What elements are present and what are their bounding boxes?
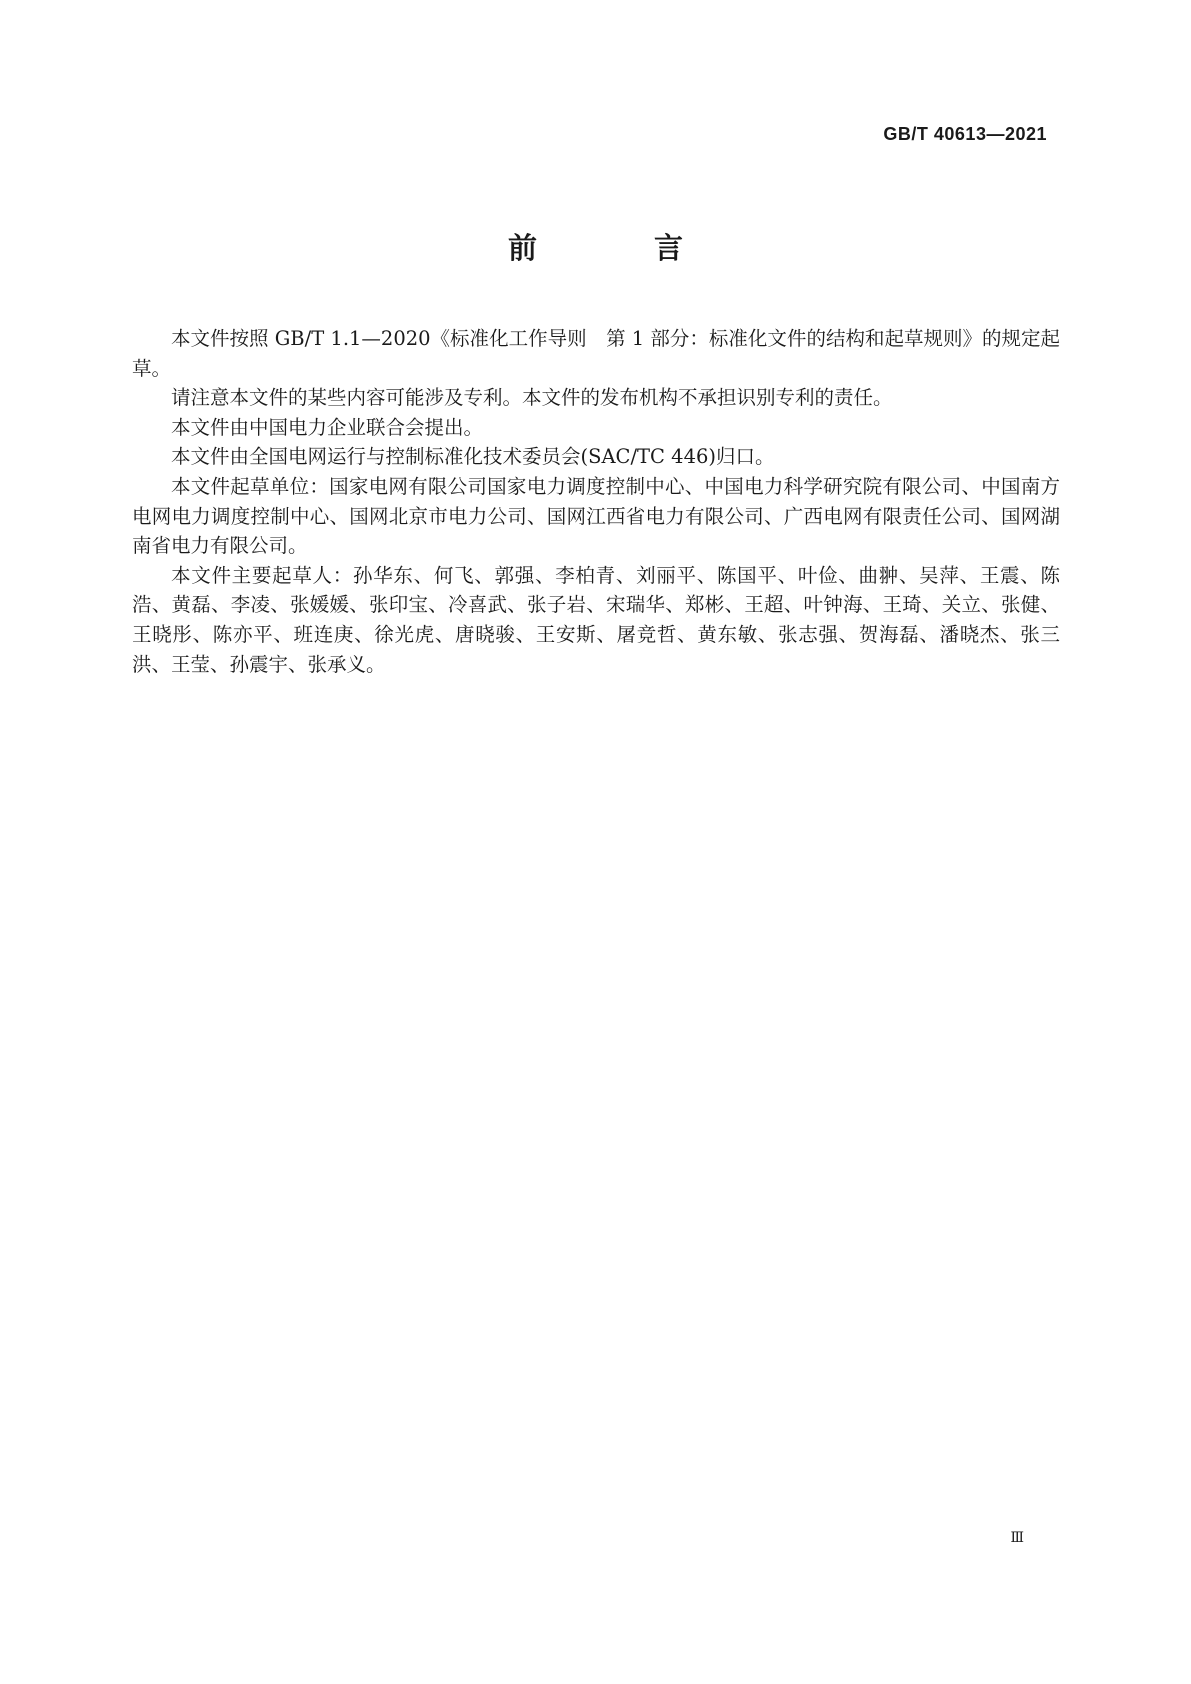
paragraph-drafting-units: 本文件起草单位：国家电网有限公司国家电力调度控制中心、中国电力科学研究院有限公司、中国南方电网电力调度控制中心、国网北京市电力公司、国网江西省电力有限公司、广西电网有限责任公司、国网湖南省电力有限公司。 — [132, 474, 1060, 558]
paragraph-proposer: 本文件由中国电力企业联合会提出。 — [171, 415, 484, 439]
foreword-body — [132, 324, 1060, 679]
standard-code: GB/T 40613—2021 — [883, 124, 1047, 144]
paragraph-patent-notice: 请注意本文件的某些内容可能涉及专利。本文件的发布机构不承担识别专利的责任。 — [171, 386, 893, 410]
page-number: Ⅲ — [1010, 1530, 1024, 1546]
page-title: 前 言 — [507, 231, 727, 265]
paragraph-drafting-rules: 本文件按照 GB/T 1.1—2020《标准化工作导则 第 1 部分：标准化文件的结构和起草规则》的规定起草。 — [132, 327, 1060, 380]
paragraph-technical-committee: 本文件由全国电网运行与控制标准化技术委员会(SAC/TC 446)归口。 — [171, 445, 775, 469]
paragraph-drafters: 本文件主要起草人：孙华东、何飞、郭强、李柏青、刘丽平、陈国平、叶俭、曲翀、吴萍、王震、陈浩、黄磊、李凌、张媛媛、张印宝、冷喜武、张子岩、宋瑞华、郑彬、王超、叶钟海、王琦、关立、张健、王晓彤、陈亦平、班连庚、徐光虎、唐晓骏、王安斯、屠竞哲、黄东敏、张志强、贺海磊、潘晓杰、张三洪、王莹、孙震宇、张承义。 — [132, 563, 1060, 676]
